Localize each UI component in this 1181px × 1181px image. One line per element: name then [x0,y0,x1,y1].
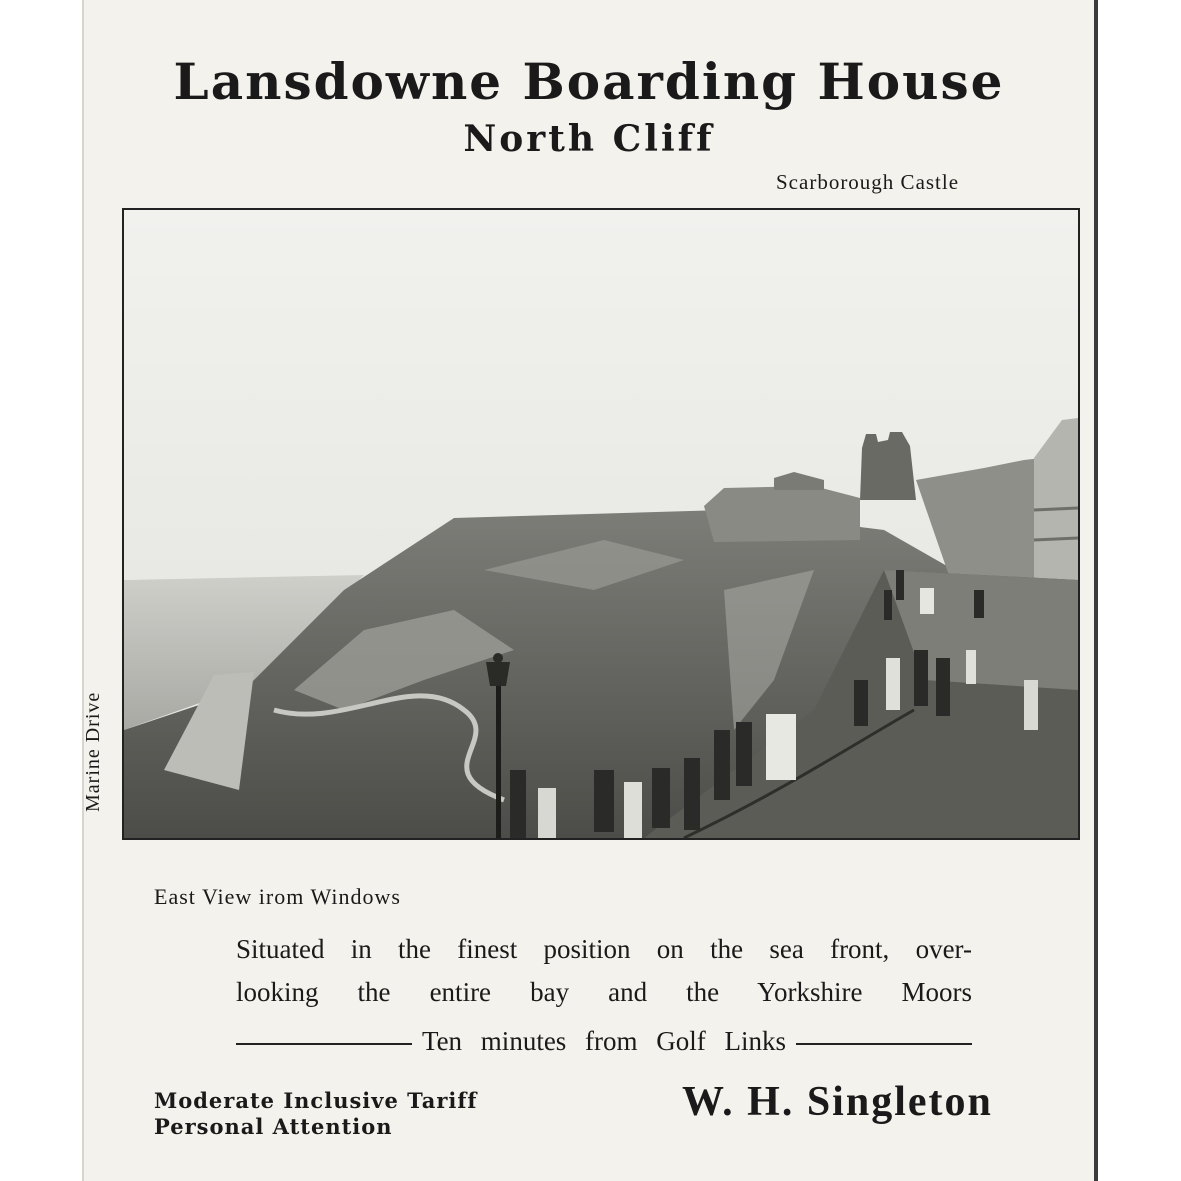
left-rule [236,1043,412,1045]
cliff-photograph [122,208,1080,840]
page-subtitle: North Cliff [463,118,715,160]
description-line-2: looking the entire bay and the Yorkshire Moors [236,977,972,1007]
golf-links-text: Ten minutes from Golf Links [421,1026,787,1056]
right-rule [796,1043,972,1045]
golf-links-line [236,1026,972,1057]
attention-line: Personal Attention [154,1114,393,1139]
castle-label: Scarborough Castle [776,170,960,194]
tariff-block [154,1088,477,1140]
proprietor-name: W. H. Singleton [682,1079,993,1125]
photo-caption: East View irom Windows [154,884,401,909]
description-line-1: Situated in the finest position on the sea front, over- [236,934,972,964]
page-title: Lansdowne Boarding House [173,52,1005,111]
marine-drive-label: Marine Drive [82,691,104,812]
tariff-line: Moderate Inclusive Tariff [154,1088,478,1113]
